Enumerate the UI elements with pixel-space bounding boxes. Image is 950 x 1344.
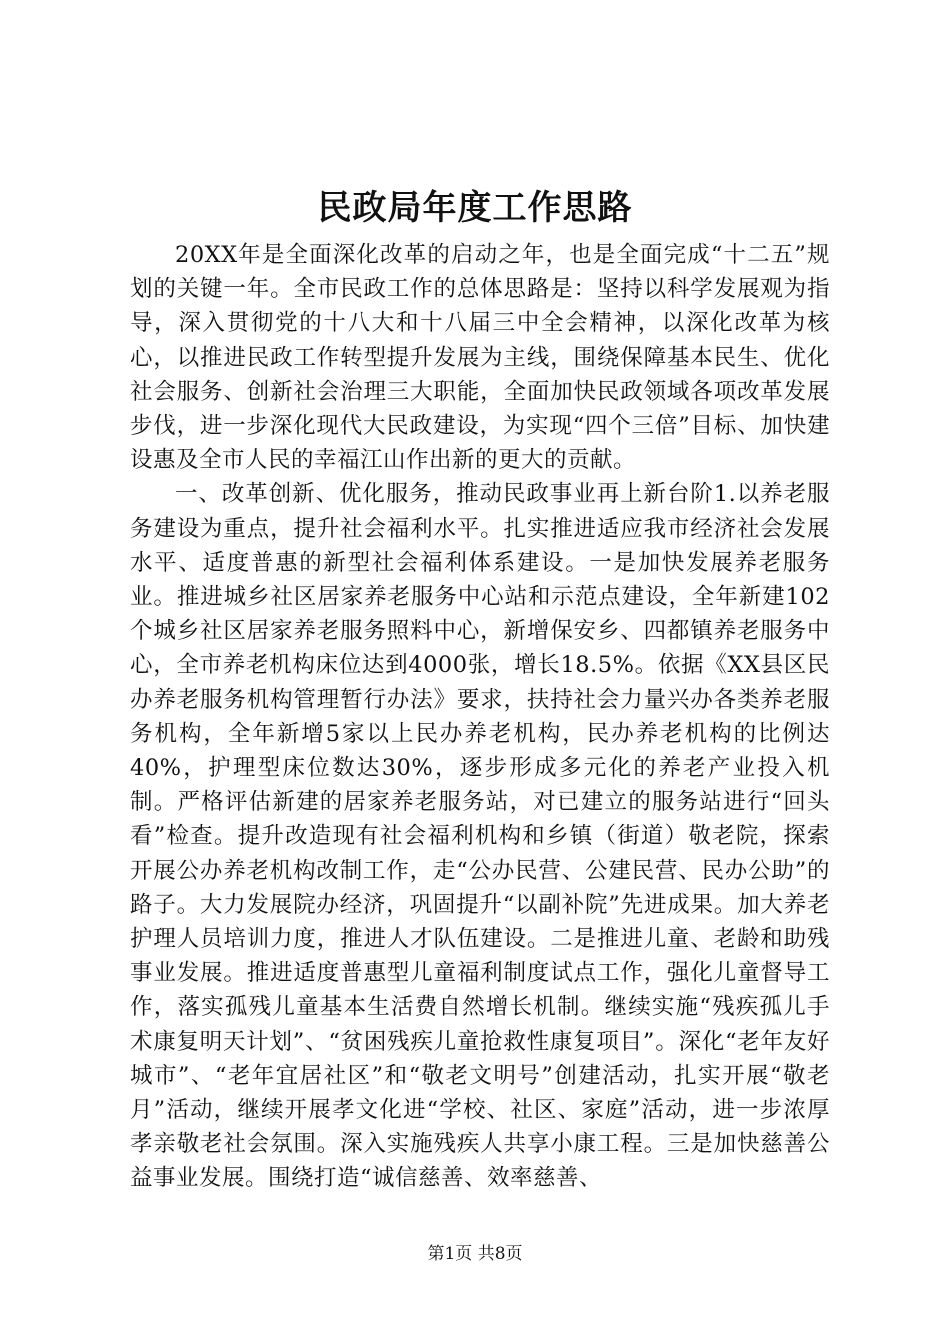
paragraph-section-one: 一、改革创新、优化服务，推动民政事业再上新台阶1.以养老服务建设为重点，提升社会福利水平。扎实推进适应我市经济社会发展水平、适度普惠的新型社会福利体系建设。一是加快发展养老服务业。推进城乡社区居家养老服务中心站和示范点建设，全年新建102个城乡社区居家养老服务照料中心，新增保安乡、四都镇养老服务中心，全市养老机构床位达到4000张，增长18.5%。依据《XX县区民办养老服务机构管理暂行办法》要求，扶持社会力量兴办各类养老服务机构，全年新增5家以上民办养老机构，民办养老机构的比例达40%，护理型床位数达30%，逐步形成多元化的养老产业投入机制。严格评估新建的居家养老服务站，对已建立的服务站进行“回头看”检查。提升改造现有社会福利机构和乡镇（街道）敬老院，探索开展公办养老机构改制工作，走“公办民营、公建民营、民办公助”的路子。大力发展院办经济，巩固提升“以副补院”先进成果。加大养老护理人员培训力度，推进人才队伍建设。二是推进儿童、老龄和助残事业发展。推进适度普惠型儿童福利制度试点工作，强化儿童督导工作，落实孤残儿童基本生活费自然增长机制。继续实施“残疾孤儿手术康复明天计划”、“贫困残疾儿童抢救性康复项目”。深化“老年友好城市”、“老年宜居社区”和“敬老文明号”创建活动，扎实开展“敬老月”活动，继续开展孝文化进“学校、社区、家庭”活动，进一步浓厚孝亲敬老社会氛围。深入实施残疾人共享小康工程。三是加快慈善公益事业发展。围绕打造“诚信慈善、效率慈善、 xyxy=(130,481,830,1192)
paragraph-intro: 20XX年是全面深化改革的启动之年，也是全面完成“十二五”规划的关键一年。全市民政工作的总体思路是：坚持以科学发展观为指导，深入贯彻党的十八大和十八届三中全会精神，以深化改革为核心，以推进民政工作转型提升发展为主线，围绕保障基本民生、优化社会服务、创新社会治理三大职能，全面加快民政领域各项改革发展步伐，进一步深化现代大民政建设，为实现“四个三倍”目标、加快建设惠及全市人民的幸福江山作出新的更大的贡献。 xyxy=(130,242,830,474)
document-body xyxy=(130,238,830,1196)
page-number-footer: 第1页 共8页 xyxy=(427,1244,523,1264)
document-title: 民政局年度工作思路 xyxy=(317,188,633,228)
